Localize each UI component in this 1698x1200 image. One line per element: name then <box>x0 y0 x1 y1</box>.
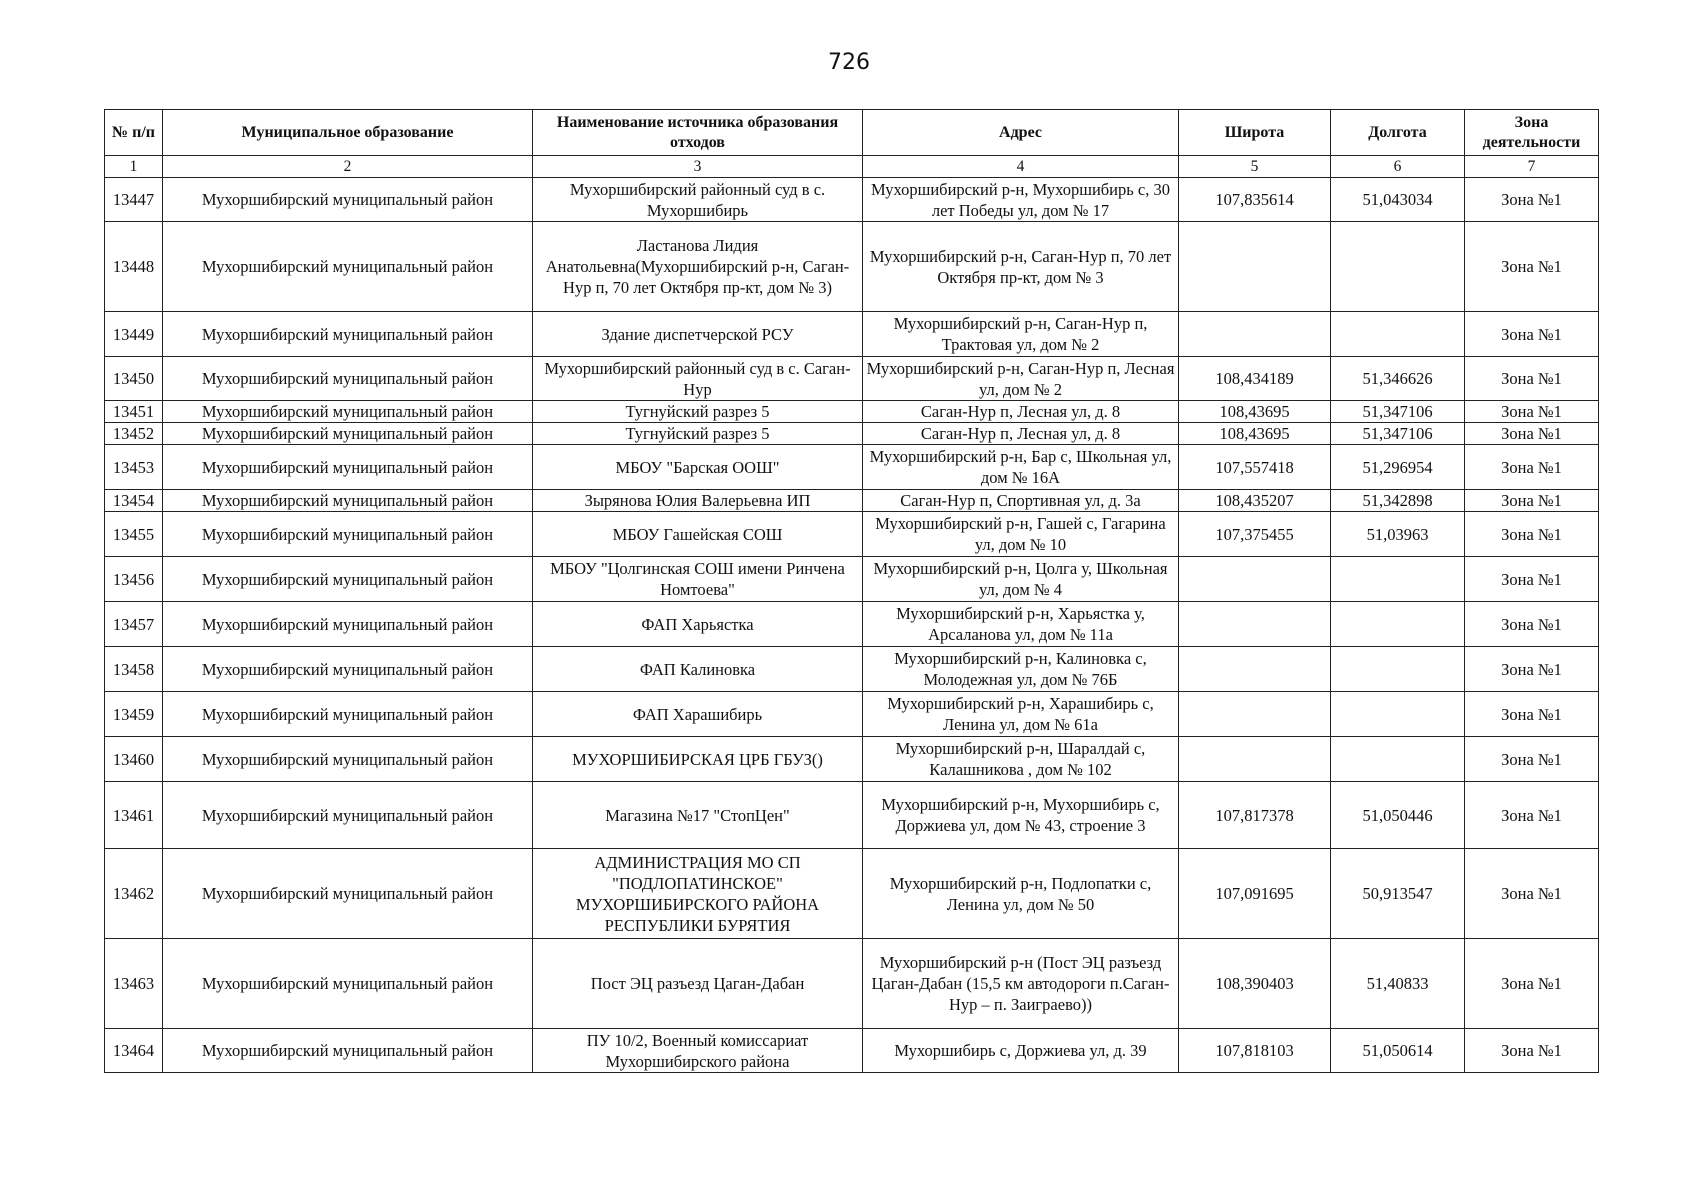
row-number: 13461 <box>105 782 163 849</box>
longitude-cell: 51,346626 <box>1331 357 1465 401</box>
municipality-cell: Мухоршибирский муниципальный район <box>163 357 533 401</box>
municipality-cell: Мухоршибирский муниципальный район <box>163 445 533 490</box>
header-address: Адрес <box>863 110 1179 156</box>
zone-cell: Зона №1 <box>1465 312 1599 357</box>
municipality-cell: Мухоршибирский муниципальный район <box>163 557 533 602</box>
source-cell: Здание диспетчерской РСУ <box>533 312 863 357</box>
source-cell: Зырянова Юлия Валерьевна ИП <box>533 490 863 512</box>
row-number: 13448 <box>105 222 163 312</box>
municipality-cell: Мухоршибирский муниципальный район <box>163 737 533 782</box>
zone-cell: Зона №1 <box>1465 647 1599 692</box>
waste-sources-table <box>104 109 1599 1073</box>
latitude-cell <box>1179 647 1331 692</box>
column-number: 2 <box>163 156 533 178</box>
header-zone: Зона деятельности <box>1465 110 1599 156</box>
row-number: 13455 <box>105 512 163 557</box>
address-cell: Мухоршибирский р-н, Саган-Нур п, 70 лет Октября пр-кт, дом № 3 <box>863 222 1179 312</box>
source-cell: Мухоршибирский районный суд в с. Саган-Нур <box>533 357 863 401</box>
zone-cell: Зона №1 <box>1465 401 1599 423</box>
longitude-cell: 51,40833 <box>1331 939 1465 1029</box>
address-cell: Мухоршибирский р-н, Гашей с, Гагарина ул, дом № 10 <box>863 512 1179 557</box>
row-number: 13464 <box>105 1029 163 1073</box>
longitude-cell <box>1331 647 1465 692</box>
longitude-cell <box>1331 737 1465 782</box>
source-cell: ФАП Харашибирь <box>533 692 863 737</box>
table-row <box>105 1029 1599 1073</box>
municipality-cell: Мухоршибирский муниципальный район <box>163 602 533 647</box>
address-cell: Мухоршибирский р-н (Пост ЭЦ разъезд Цаган-Дабан (15,5 км автодороги п.Саган-Нур – п. Заиграево)) <box>863 939 1179 1029</box>
row-number: 13451 <box>105 401 163 423</box>
table-row <box>105 512 1599 557</box>
latitude-cell: 107,818103 <box>1179 1029 1331 1073</box>
longitude-cell <box>1331 602 1465 647</box>
source-cell: Мухоршибирский районный суд в с. Мухоршибирь <box>533 178 863 222</box>
row-number: 13447 <box>105 178 163 222</box>
source-cell: МБОУ "Цолгинская СОШ имени Ринчена Номтоева" <box>533 557 863 602</box>
municipality-cell: Мухоршибирский муниципальный район <box>163 1029 533 1073</box>
municipality-cell: Мухоршибирский муниципальный район <box>163 692 533 737</box>
table-row <box>105 312 1599 357</box>
longitude-cell: 51,050446 <box>1331 782 1465 849</box>
latitude-cell: 108,435207 <box>1179 490 1331 512</box>
zone-cell: Зона №1 <box>1465 782 1599 849</box>
row-number: 13453 <box>105 445 163 490</box>
municipality-cell: Мухоршибирский муниципальный район <box>163 782 533 849</box>
row-number: 13458 <box>105 647 163 692</box>
latitude-cell: 108,390403 <box>1179 939 1331 1029</box>
address-cell: Мухоршибирский р-н, Подлопатки с, Ленина ул, дом № 50 <box>863 849 1179 939</box>
header-source: Наименование источника образования отходов <box>533 110 863 156</box>
source-cell: ФАП Калиновка <box>533 647 863 692</box>
zone-cell: Зона №1 <box>1465 692 1599 737</box>
longitude-cell: 51,296954 <box>1331 445 1465 490</box>
longitude-cell <box>1331 692 1465 737</box>
latitude-cell: 107,557418 <box>1179 445 1331 490</box>
table-row <box>105 445 1599 490</box>
latitude-cell <box>1179 222 1331 312</box>
source-cell: Ластанова Лидия Анатольевна(Мухоршибирский р-н, Саган-Нур п, 70 лет Октября пр-кт, дом № 3) <box>533 222 863 312</box>
municipality-cell: Мухоршибирский муниципальный район <box>163 401 533 423</box>
municipality-cell: Мухоршибирский муниципальный район <box>163 939 533 1029</box>
source-cell: Тугнуйский разрез 5 <box>533 401 863 423</box>
source-cell: Пост ЭЦ разъезд Цаган-Дабан <box>533 939 863 1029</box>
municipality-cell: Мухоршибирский муниципальный район <box>163 423 533 445</box>
row-number: 13449 <box>105 312 163 357</box>
zone-cell: Зона №1 <box>1465 849 1599 939</box>
municipality-cell: Мухоршибирский муниципальный район <box>163 178 533 222</box>
source-cell: МУХОРШИБИРСКАЯ ЦРБ ГБУЗ() <box>533 737 863 782</box>
latitude-cell: 108,43695 <box>1179 423 1331 445</box>
header-longitude: Долгота <box>1331 110 1465 156</box>
table-row <box>105 401 1599 423</box>
latitude-cell: 107,375455 <box>1179 512 1331 557</box>
source-cell: ПУ 10/2, Военный комиссариат Мухоршибирского района <box>533 1029 863 1073</box>
municipality-cell: Мухоршибирский муниципальный район <box>163 490 533 512</box>
latitude-cell <box>1179 692 1331 737</box>
table-row <box>105 737 1599 782</box>
zone-cell: Зона №1 <box>1465 602 1599 647</box>
table-row <box>105 357 1599 401</box>
longitude-cell <box>1331 557 1465 602</box>
column-number: 5 <box>1179 156 1331 178</box>
longitude-cell <box>1331 312 1465 357</box>
address-cell: Мухоршибирский р-н, Саган-Нур п, Трактовая ул, дом № 2 <box>863 312 1179 357</box>
zone-cell: Зона №1 <box>1465 357 1599 401</box>
source-cell: МБОУ Гашейская СОШ <box>533 512 863 557</box>
row-number: 13462 <box>105 849 163 939</box>
header-municipality: Муниципальное образование <box>163 110 533 156</box>
zone-cell: Зона №1 <box>1465 490 1599 512</box>
address-cell: Мухоршибирский р-н, Бар с, Школьная ул, дом № 16А <box>863 445 1179 490</box>
latitude-cell <box>1179 312 1331 357</box>
row-number: 13463 <box>105 939 163 1029</box>
table-row <box>105 178 1599 222</box>
row-number: 13454 <box>105 490 163 512</box>
address-cell: Мухоршибирский р-н, Калиновка с, Молодежная ул, дом № 76Б <box>863 647 1179 692</box>
longitude-cell: 51,347106 <box>1331 401 1465 423</box>
table-row <box>105 647 1599 692</box>
address-cell: Мухоршибирский р-н, Шаралдай с, Калашникова , дом № 102 <box>863 737 1179 782</box>
header-num: № п/п <box>105 110 163 156</box>
table-row <box>105 849 1599 939</box>
row-number: 13457 <box>105 602 163 647</box>
address-cell: Мухоршибирский р-н, Саган-Нур п, Лесная ул, дом № 2 <box>863 357 1179 401</box>
header-row <box>105 110 1599 156</box>
source-cell: Магазина №17 "СтопЦен" <box>533 782 863 849</box>
address-cell: Мухоршибирский р-н, Мухоршибирь с, Доржиева ул, дом № 43, строение 3 <box>863 782 1179 849</box>
zone-cell: Зона №1 <box>1465 512 1599 557</box>
address-cell: Мухоршибирский р-н, Харьястка у, Арсаланова ул, дом № 11а <box>863 602 1179 647</box>
page-number: 726 <box>828 50 870 75</box>
zone-cell: Зона №1 <box>1465 178 1599 222</box>
latitude-cell: 107,091695 <box>1179 849 1331 939</box>
zone-cell: Зона №1 <box>1465 557 1599 602</box>
row-number: 13459 <box>105 692 163 737</box>
table-row <box>105 557 1599 602</box>
zone-cell: Зона №1 <box>1465 939 1599 1029</box>
table-row <box>105 692 1599 737</box>
table-row <box>105 222 1599 312</box>
column-number: 7 <box>1465 156 1599 178</box>
address-cell: Мухоршибирский р-н, Цолга у, Школьная ул, дом № 4 <box>863 557 1179 602</box>
municipality-cell: Мухоршибирский муниципальный район <box>163 222 533 312</box>
latitude-cell: 108,43695 <box>1179 401 1331 423</box>
column-number: 4 <box>863 156 1179 178</box>
table-row <box>105 602 1599 647</box>
latitude-cell: 107,835614 <box>1179 178 1331 222</box>
source-cell: Тугнуйский разрез 5 <box>533 423 863 445</box>
table-row <box>105 490 1599 512</box>
source-cell: МБОУ "Барская ООШ" <box>533 445 863 490</box>
address-cell: Саган-Нур п, Лесная ул, д. 8 <box>863 423 1179 445</box>
longitude-cell: 51,347106 <box>1331 423 1465 445</box>
address-cell: Мухоршибирь с, Доржиева ул, д. 39 <box>863 1029 1179 1073</box>
source-cell: АДМИНИСТРАЦИЯ МО СП "ПОДЛОПАТИНСКОЕ" МУХОРШИБИРСКОГО РАЙОНА РЕСПУБЛИКИ БУРЯТИЯ <box>533 849 863 939</box>
column-number-row <box>105 156 1599 178</box>
address-cell: Мухоршибирский р-н, Мухоршибирь с, 30 лет Победы ул, дом № 17 <box>863 178 1179 222</box>
row-number: 13460 <box>105 737 163 782</box>
row-number: 13456 <box>105 557 163 602</box>
longitude-cell <box>1331 222 1465 312</box>
zone-cell: Зона №1 <box>1465 737 1599 782</box>
address-cell: Саган-Нур п, Спортивная ул, д. 3а <box>863 490 1179 512</box>
latitude-cell: 108,434189 <box>1179 357 1331 401</box>
zone-cell: Зона №1 <box>1465 1029 1599 1073</box>
longitude-cell: 51,342898 <box>1331 490 1465 512</box>
column-number: 1 <box>105 156 163 178</box>
table-row <box>105 782 1599 849</box>
table-row <box>105 423 1599 445</box>
municipality-cell: Мухоршибирский муниципальный район <box>163 512 533 557</box>
zone-cell: Зона №1 <box>1465 423 1599 445</box>
longitude-cell: 51,050614 <box>1331 1029 1465 1073</box>
source-cell: ФАП Харьястка <box>533 602 863 647</box>
zone-cell: Зона №1 <box>1465 445 1599 490</box>
row-number: 13452 <box>105 423 163 445</box>
latitude-cell <box>1179 602 1331 647</box>
table-row <box>105 939 1599 1029</box>
header-latitude: Широта <box>1179 110 1331 156</box>
longitude-cell: 51,03963 <box>1331 512 1465 557</box>
longitude-cell: 51,043034 <box>1331 178 1465 222</box>
address-cell: Саган-Нур п, Лесная ул, д. 8 <box>863 401 1179 423</box>
municipality-cell: Мухоршибирский муниципальный район <box>163 312 533 357</box>
address-cell: Мухоршибирский р-н, Харашибирь с, Ленина ул, дом № 61а <box>863 692 1179 737</box>
latitude-cell: 107,817378 <box>1179 782 1331 849</box>
column-number: 6 <box>1331 156 1465 178</box>
column-number: 3 <box>533 156 863 178</box>
zone-cell: Зона №1 <box>1465 222 1599 312</box>
municipality-cell: Мухоршибирский муниципальный район <box>163 849 533 939</box>
latitude-cell <box>1179 557 1331 602</box>
longitude-cell: 50,913547 <box>1331 849 1465 939</box>
municipality-cell: Мухоршибирский муниципальный район <box>163 647 533 692</box>
latitude-cell <box>1179 737 1331 782</box>
row-number: 13450 <box>105 357 163 401</box>
